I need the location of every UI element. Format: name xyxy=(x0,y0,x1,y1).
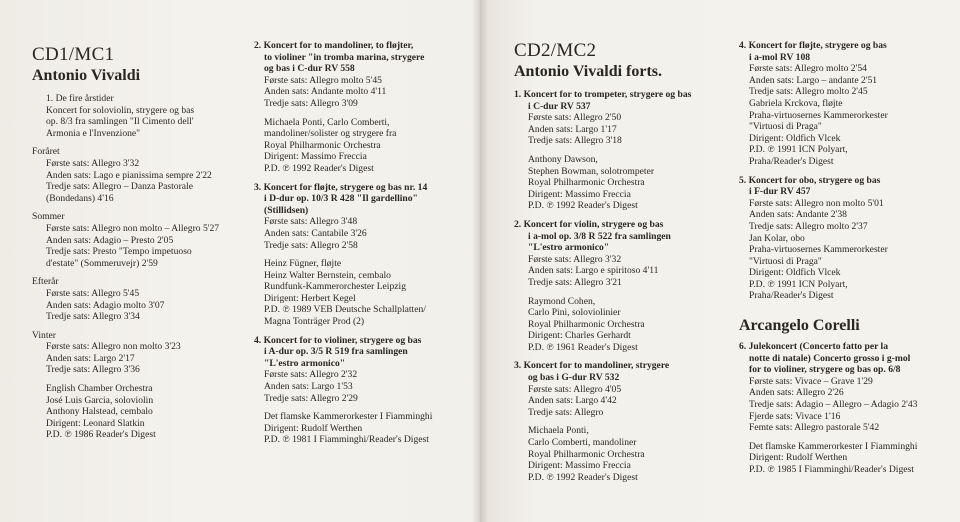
credit-line: P.D. ℗ 1992 Reader's Digest xyxy=(264,162,374,174)
credit-line: mandoliner/solister og strygere fra xyxy=(264,128,397,140)
movement: Første sats: Allegro 3'32 xyxy=(528,253,622,265)
movement: Anden sats: Adagio molto 3'07 xyxy=(46,299,165,311)
work-title-line: op. 8/3 fra samlingen "Il Cimento dell' xyxy=(46,116,194,128)
movement: Første sats: Allegro molto 2'54 xyxy=(749,63,867,75)
movement: Tredje sats: Allegro 3'18 xyxy=(528,135,622,147)
performer-credits xyxy=(514,154,719,212)
movement-list xyxy=(32,288,237,323)
performer-credits xyxy=(739,233,944,303)
movement: Anden sats: Cantabile 3'26 xyxy=(264,227,367,239)
credit-line: Praha-virtuosernes Kammerorkester xyxy=(749,109,888,121)
movement-list xyxy=(739,376,944,434)
work-title-line: i A-dur op. 3/5 R 519 fra samlingen xyxy=(264,346,408,358)
movement: Anden sats: Andante 2'38 xyxy=(749,209,847,221)
credit-line: Royal Philharmonic Orchestra xyxy=(528,448,645,460)
movement: Anden sats: Largo 2'17 xyxy=(46,352,135,364)
credit-line: English Chamber Orchestra xyxy=(46,383,153,395)
movement: Anden sats: Largo 4'42 xyxy=(528,395,617,407)
credit-line: P.D. ℗ 1985 I Fiamminghi/Reader's Digest xyxy=(749,464,914,475)
movement: d'estate" (Sommeruvejr) 2'59 xyxy=(46,257,158,269)
work-title-line: to violiner "in tromba marina, strygere xyxy=(264,51,425,63)
movement: Første sats: Allegro non molto 3'23 xyxy=(46,341,181,353)
movement: (Bondedans) 4'16 xyxy=(46,192,114,204)
work-title-line: 1. Koncert for to trompeter, strygere og bas xyxy=(514,89,692,100)
performer-credits xyxy=(514,425,719,483)
movement: Tredje sats: Allegro molto 2'37 xyxy=(749,220,868,232)
disc-heading: CD2/MC2 xyxy=(514,40,597,61)
credit-line: Royal Philharmonic Orchestra xyxy=(264,139,381,151)
credit-line: Praha-virtuosernes Kammerorkester xyxy=(749,244,888,256)
work-title xyxy=(514,89,719,112)
work-title-line: 3. Koncert for fløjte, strygere og bas nr. 14 xyxy=(254,181,428,193)
credit-line: Anthony Dawson, xyxy=(528,153,598,165)
work-title xyxy=(739,175,944,198)
movement: Tredje sats: Allegro 3'36 xyxy=(46,364,140,376)
movement: Anden sats: Adagio – Presto 2'05 xyxy=(46,234,174,246)
credit-line: Dirigent: Oldfich Vlcek xyxy=(749,132,841,144)
movement-list xyxy=(254,75,464,110)
season-heading: Sommer xyxy=(32,211,65,223)
work-title-line: i F-dur RV 457 xyxy=(749,186,811,198)
work-title-line: 3. Koncert for to mandoliner, strygere xyxy=(514,360,670,372)
performer-credits xyxy=(514,296,719,354)
movement: Første sats: Allegro 3'48 xyxy=(264,216,358,228)
work-title-line: notte di natale) Concerto grosso i g-mol xyxy=(749,352,911,364)
movement-list xyxy=(514,254,719,289)
credit-line: Dirigent: Oldfich Vlcek xyxy=(749,267,841,279)
credit-line: Royal Philharmonic Orchestra xyxy=(528,318,645,330)
credit-line: "Virtuosi di Praga" xyxy=(749,121,822,133)
season-heading: Foråret xyxy=(32,146,60,158)
credit-line: Dirigent: Rudolf Werthen xyxy=(749,452,848,464)
credit-line: Anthony Halstead, cembalo xyxy=(46,406,153,418)
credit-line: Dirigent: Massimo Freccia xyxy=(264,151,367,163)
work-title-line: i D-dur op. 10/3 R 428 "Il gardellino" xyxy=(264,193,418,205)
season-heading: Efterår xyxy=(32,276,59,288)
credit-line: P.D. ℗ 1991 ICN Polyart, xyxy=(749,144,848,156)
movement: Første sats: Allegro non molto – Allegro 5'27 xyxy=(46,222,220,234)
movement: Første sats: Vivace – Grave 1'29 xyxy=(749,375,873,387)
credit-line: Gabriela Krckova, fløjte xyxy=(749,97,843,109)
work-title-line: i C-dur RV 537 xyxy=(528,100,591,112)
performer-credits xyxy=(739,98,944,168)
work-title xyxy=(254,335,464,370)
credit-line: Dirigent: Herbert Kegel xyxy=(264,292,356,304)
movement: Første sats: Allegro 5'45 xyxy=(46,287,140,299)
credit-line: Heinz Fügner, fløjte xyxy=(264,258,342,270)
movement: Anden sats: Largo e spiritoso 4'11 xyxy=(528,265,659,277)
season-heading: Vinter xyxy=(32,329,56,341)
performer-credits xyxy=(739,441,944,476)
credit-line: Det flamske Kammerorkester I Fiamminghi xyxy=(749,440,918,452)
movement-list xyxy=(32,223,237,269)
credit-line: Stephen Bowman, solotrompeter xyxy=(528,165,655,177)
movement: Anden sats: Allegro 2'26 xyxy=(749,387,844,399)
work-title xyxy=(739,40,944,63)
movement: Tredje sats: Allegro 3'21 xyxy=(528,276,622,288)
movement: Første sats: Allegro 3'32 xyxy=(46,157,140,169)
performer-credits xyxy=(254,258,464,328)
column-cd1-part2 xyxy=(254,40,464,446)
work-title-line: 4. Koncert for to violiner, strygere og bas xyxy=(254,334,422,346)
book-gutter xyxy=(472,0,488,522)
movement: Anden sats: Largo – andante 2'51 xyxy=(749,74,878,86)
disc-heading: CD1/MC1 xyxy=(32,44,115,65)
work-title-line: Koncert for soloviolin, strygere og bas xyxy=(46,104,195,116)
movement: Anden sats: Largo 1'53 xyxy=(264,381,353,393)
movement-list xyxy=(514,384,719,419)
work-title-line: i a-mol RV 108 xyxy=(749,51,811,63)
movement-list xyxy=(254,216,464,251)
movement-list xyxy=(32,341,237,376)
work-title-line: 6. Julekoncert (Concerto fatto per la xyxy=(739,341,889,353)
movement: Femte sats: Allegro pastorale 5'42 xyxy=(749,422,880,434)
credit-line: P.D. ℗ 1986 Reader's Digest xyxy=(46,429,156,441)
movement: Anden sats: Lago e pianissima sempre 2'22 xyxy=(46,169,212,181)
movement: Anden sats: Andante molto 4'11 xyxy=(264,86,387,98)
movement: Tredje sats: Allegro molto 2'45 xyxy=(749,86,868,98)
column-cd2-part1 xyxy=(514,40,719,483)
work-title-line: "L'estro armonico" xyxy=(264,357,346,369)
movement: Fjerde sats: Vivace 1'16 xyxy=(749,410,841,422)
work-title-line: "L'estro armonico" xyxy=(528,242,610,254)
performer-credits xyxy=(32,383,237,441)
work-title-line: for to violiner, strygere og bas op. 6/8 xyxy=(749,364,901,376)
work-title xyxy=(254,182,464,217)
credit-line: P.D. ℗ 1992 Reader's Digest xyxy=(528,471,638,483)
performer-credits xyxy=(254,411,464,446)
movement-list xyxy=(739,198,944,233)
credit-line: P.D. ℗ 1989 VEB Deutsche Schallplatten/ xyxy=(264,304,426,316)
credit-line: P.D. ℗ 1991 ICN Polyart, xyxy=(749,278,848,290)
movement: Første sats: Allegro 2'32 xyxy=(264,369,358,381)
credit-line: Carlo Comberti, mandoliner xyxy=(528,437,637,449)
work-title-line: Armonia e l'Invenzione" xyxy=(46,127,141,139)
work-title xyxy=(32,93,237,139)
work-title-line: og bas i C-dur RV 558 xyxy=(264,63,355,75)
movement: Første sats: Allegro non molto 5'01 xyxy=(749,197,884,209)
work-title-line: 5. Koncert for obo, strygere og bas xyxy=(739,174,881,186)
movement: Tredje sats: Presto "Tempo impetuoso xyxy=(46,246,192,258)
credit-line: Royal Philharmonic Orchestra xyxy=(528,177,645,189)
credit-line: José Luis Garcia, soloviolin xyxy=(46,394,154,406)
credit-line: P.D. ℗ 1992 Reader's Digest xyxy=(528,200,638,212)
work-title-line: i a-mol op. 3/8 R 522 fra samlingen xyxy=(528,230,671,242)
work-title-line: 2. Koncert for violin, strygere og bas xyxy=(514,218,664,230)
movement-list xyxy=(514,112,719,147)
composer-heading: Antonio Vivaldi forts. xyxy=(514,63,663,80)
credit-line: Dirigent: Leonard Slatkin xyxy=(46,417,145,429)
credit-line: Rundfunk-Kammerorchester Leipzig xyxy=(264,281,406,293)
work-title-line: og bas i G-dur RV 532 xyxy=(528,372,620,384)
credit-line: Raymond Cohen, xyxy=(528,295,596,307)
movement: Første sats: Allegro 2'50 xyxy=(528,112,622,124)
movement: Tredje sats: Allegro 3'09 xyxy=(264,97,358,109)
movement: Tredje sats: Allegro 3'34 xyxy=(46,311,140,323)
credit-line: "Virtuosi di Praga" xyxy=(749,255,822,267)
movement: Tredje sats: Allegro – Danza Pastorale xyxy=(46,181,193,193)
credit-line: Praha/Reader's Digest xyxy=(749,155,834,167)
movement: Tredje sats: Allegro 2'29 xyxy=(264,392,358,404)
movement: Anden sats: Largo 1'17 xyxy=(528,123,617,135)
movement: Første sats: Allegro molto 5'45 xyxy=(264,74,382,86)
performer-credits xyxy=(254,117,464,175)
credit-line: Dirigent: Massimo Freccia xyxy=(528,460,631,472)
movement: Tredje sats: Allegro 2'58 xyxy=(264,239,358,251)
work-title-line: (Stillidsen) xyxy=(264,204,309,216)
credit-line: Dirigent: Charles Gerhardt xyxy=(528,330,631,342)
credit-line: Det flamske Kammerorkester I Fiamminghi xyxy=(264,411,433,423)
composer-heading-corelli: Arcangelo Corelli xyxy=(739,317,860,335)
column-cd1-part1 xyxy=(32,44,237,441)
credit-line: Michaela Ponti, Carlo Comberti, xyxy=(264,116,390,128)
credit-line: Dirigent: Massimo Freccia xyxy=(528,188,631,200)
column-cd2-part2 xyxy=(739,40,944,476)
work-title xyxy=(514,219,719,254)
movement: Tredje sats: Allegro xyxy=(528,406,604,418)
composer-heading: Antonio Vivaldi xyxy=(32,67,141,84)
work-title xyxy=(514,360,719,383)
work-title xyxy=(739,341,944,376)
credit-line: Heinz Walter Bernstein, cembalo xyxy=(264,269,391,281)
work-title-line: 1. De fire årstider xyxy=(46,93,114,104)
movement-list xyxy=(739,63,944,98)
movement-list xyxy=(254,369,464,404)
work-title-line: 2. Koncert for to mandoliner, to fløjter, xyxy=(254,40,414,51)
work-title xyxy=(254,40,464,75)
credit-line: Michaela Ponti, xyxy=(528,425,589,437)
credit-line: Carlo Pini, soloviolinier xyxy=(528,307,621,319)
movement-list xyxy=(32,158,237,204)
work-title-line: 4. Koncert for fløjte, strygere og bas xyxy=(739,40,887,51)
credit-line: P.D. ℗ 1981 I Fiamminghi/Reader's Digest xyxy=(264,434,429,446)
credit-line: Magna Tonträger Prod (2) xyxy=(264,316,365,328)
movement: Første sats: Allegro 4'05 xyxy=(528,383,622,395)
credit-line: Jan Kolar, obo xyxy=(749,232,805,244)
movement: Tredje sats: Adagio – Allegro – Adagio 2'43 xyxy=(749,399,918,411)
credit-line: Praha/Reader's Digest xyxy=(749,290,834,302)
credit-line: P.D. ℗ 1961 Reader's Digest xyxy=(528,341,638,353)
credit-line: Dirigent: Rudolf Werthen xyxy=(264,422,363,434)
